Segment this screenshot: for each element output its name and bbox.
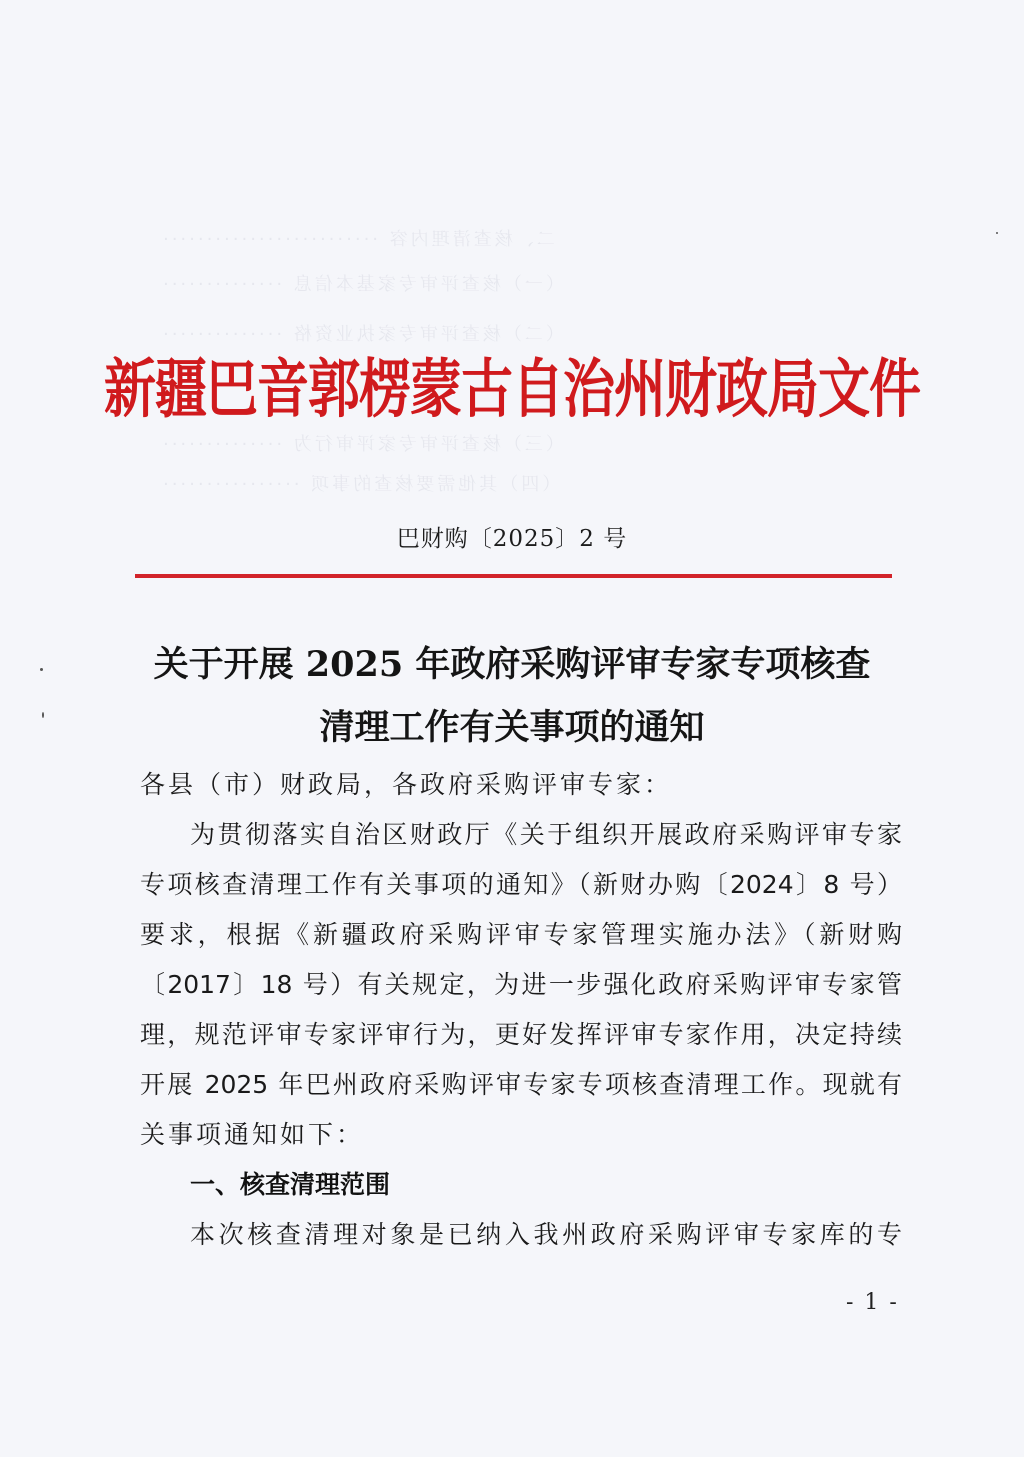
body-line: 关事项通知如下： <box>140 1120 365 1149</box>
body-line: 〔2017〕18 号）有关规定，为进一步强化政府采购评审专家管 <box>140 970 902 999</box>
show-through-text: （二）核查评审专家执业资格 ·············· <box>160 324 564 345</box>
red-rule <box>135 574 892 578</box>
show-through-text: （三）核查评审专家评审行为 ·············· <box>160 434 564 455</box>
subject-title-line-2: 清理工作有关事项的通知 <box>319 707 705 748</box>
scan-speck <box>996 232 998 234</box>
body-line: 开展 2025 年巴州政府采购评审专家专项核查清理工作。现就有 <box>140 1070 902 1099</box>
salutation: 各县（市）财政局，各政府采购评审专家： <box>140 770 673 799</box>
body-line: 专项核查清理工作有关事项的通知》（新财办购〔2024〕8 号） <box>140 870 902 899</box>
doc-number: 巴财购〔2025〕2 号 <box>396 526 628 552</box>
show-through-text: （一）核查评审专家基本信息 ·············· <box>160 274 564 295</box>
show-through-text: （四）其他需要核查的事项 ················ <box>160 474 561 495</box>
body-line: 为贯彻落实自治区财政厅《关于组织开展政府采购评审专家 <box>190 820 902 849</box>
header-title: 新疆巴音郭楞蒙古自治州财政局文件 <box>103 352 920 428</box>
section-heading: 一、核查清理范围 <box>190 1170 391 1199</box>
page-number: - 1 - <box>846 1290 899 1315</box>
section-body-line: 本次核查清理对象是已纳入我州政府采购评审专家库的专 <box>190 1220 902 1249</box>
show-through-text: 二、核查清理内容 ························· <box>160 229 555 250</box>
subject-title-line-1: 关于开展 2025 年政府采购评审专家专项核查 <box>153 644 871 685</box>
body-line: 要求，根据《新疆政府采购评审专家管理实施办法》（新财购 <box>140 920 902 949</box>
body-line: 理，规范评审专家评审行为，更好发挥评审专家作用，决定持续 <box>140 1020 902 1049</box>
